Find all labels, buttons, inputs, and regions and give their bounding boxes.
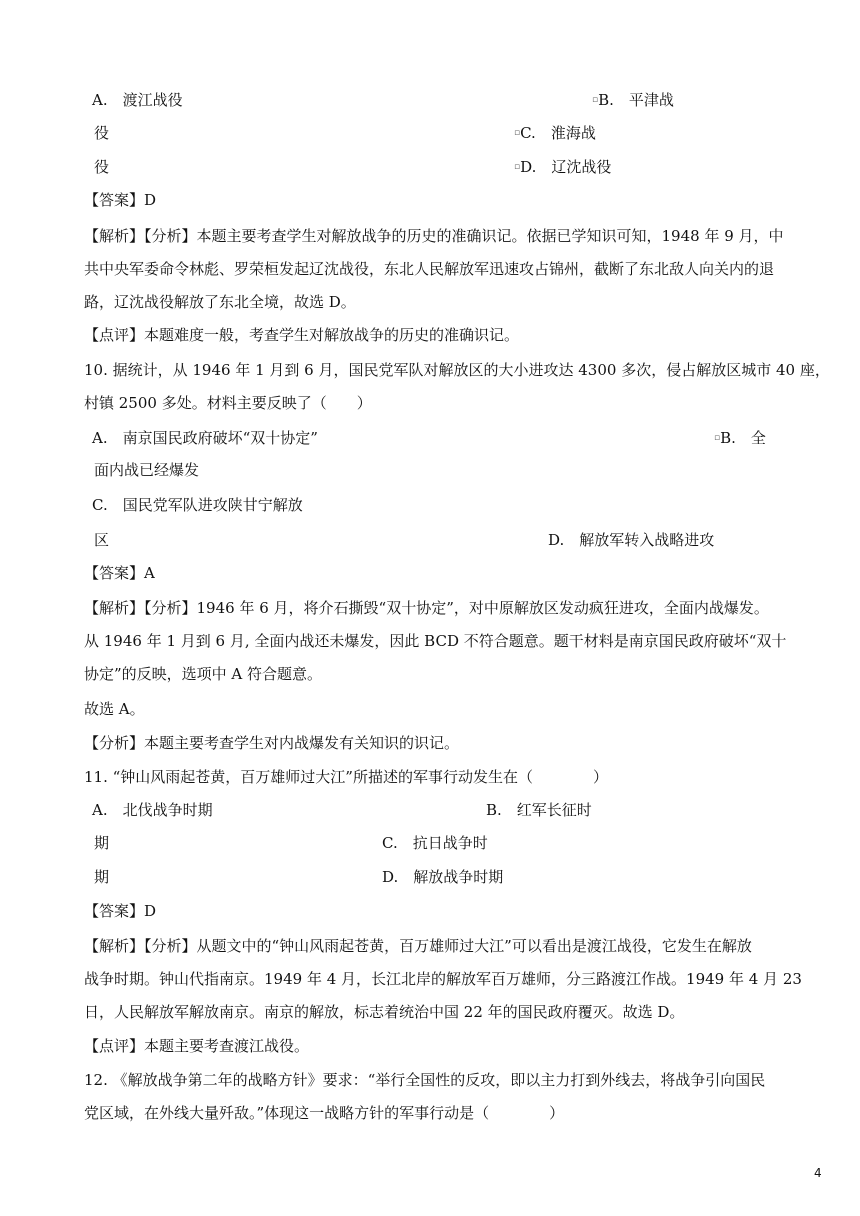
q11-option-b: B. 红军长征时 xyxy=(486,801,592,819)
q10-option-b: ▫B. 全 xyxy=(714,429,766,447)
q10-stem-line-2: 村镇 2500 多处。材料主要反映了（ ） xyxy=(84,394,372,412)
q10-stem-line-1: 10. 据统计，从 1946 年 1 月到 6 月，国民党军队对解放区的大小进攻达 4300 多次，侵占解放区城市 40 座， xyxy=(84,361,830,379)
q10-option-a: A. 南京国民政府破坏“双十协定” xyxy=(92,429,318,447)
q9-analysis-line-3: 路，辽沈战役解放了东北全境，故选 D。 xyxy=(84,293,356,311)
q11-analysis-line-1: 【解析】【分析】从题文中的“钟山风雨起苍黄，百万雄师过大江”可以看出是渡江战役，它发生在解放 xyxy=(84,937,752,955)
q10-comment: 【分析】本题主要考查学生对内战爆发有关知识的识记。 xyxy=(84,734,460,752)
q10-option-b-text: B. 全 xyxy=(720,429,766,447)
q9-option-d: ▫D. 辽沈战役 xyxy=(514,158,612,176)
q9-option-c-text: C. 淮海战 xyxy=(520,124,596,142)
q9-analysis-line-1: 【解析】【分析】本题主要考查学生对解放战争的历史的准确识记。依据已学知识可知，1948 年 9 月，中 xyxy=(84,227,784,245)
q10-conclusion: 故选 A。 xyxy=(84,700,145,718)
q10-option-b-continuation: 面内战已经爆发 xyxy=(94,461,200,479)
q9-option-b: ▫B. 平津战 xyxy=(592,91,674,109)
q11-answer: 【答案】D xyxy=(84,902,157,920)
q9-option-b-continuation: 役 xyxy=(94,124,110,142)
q11-stem: 11. “钟山风雨起苍黄，百万雄师过大江”所描述的军事行动发生在（ ） xyxy=(84,768,608,786)
q11-comment: 【点评】本题主要考查渡江战役。 xyxy=(84,1037,310,1055)
q10-option-c-continuation: 区 xyxy=(94,531,110,549)
q9-option-d-text: D. 辽沈战役 xyxy=(520,158,612,176)
q12-stem-line-1: 12. 《解放战争第二年的战略方针》要求：“举行全国性的反攻，即以主力打到外线去，将战争引向国民 xyxy=(84,1071,766,1089)
q10-answer: 【答案】A xyxy=(84,564,155,582)
q11-analysis-line-2: 战争时期。钟山代指南京。1949 年 4 月，长江北岸的解放军百万雄师，分三路渡江作战。1949 年 4 月 23 xyxy=(84,970,802,988)
q12-stem-line-2: 党区域，在外线大量歼敌。”体现这一战略方针的军事行动是（ ） xyxy=(84,1104,565,1122)
q10-analysis-line-3: 协定”的反映，选项中 A 符合题意。 xyxy=(84,665,323,683)
q11-analysis-line-3: 日，人民解放军解放南京。南京的解放，标志着统治中国 22 年的国民政府覆灭。故选 D。 xyxy=(84,1003,685,1021)
q11-option-b-continuation: 期 xyxy=(94,834,110,852)
q11-option-c: C. 抗日战争时 xyxy=(382,834,488,852)
q11-option-d: D. 解放战争时期 xyxy=(382,868,504,886)
q11-option-a: A. 北伐战争时期 xyxy=(92,801,213,819)
q11-option-c-continuation: 期 xyxy=(94,868,110,886)
q9-option-c-continuation: 役 xyxy=(94,158,110,176)
q9-option-a: A. 渡江战役 xyxy=(92,91,183,109)
q10-analysis-line-2: 从 1946 年 1 月到 6 月, 全面内战还未爆发，因此 BCD 不符合题意。题干材料是南京国民政府破坏“双十 xyxy=(84,632,787,650)
q9-analysis-line-2: 共中央军委命令林彪、罗荣桓发起辽沈战役，东北人民解放军迅速攻占锦州，截断了东北敌人向关内的退 xyxy=(84,260,775,278)
q9-comment: 【点评】本题难度一般，考查学生对解放战争的历史的准确识记。 xyxy=(84,326,520,344)
q10-option-d: D. 解放军转入战略进攻 xyxy=(548,531,715,549)
q10-option-c: C. 国民党军队进攻陕甘宁解放 xyxy=(92,496,303,514)
q9-option-c: ▫C. 淮海战 xyxy=(514,124,596,142)
q10-analysis-line-1: 【解析】【分析】1946 年 6 月，将介石撕毁“双十协定”，对中原解放区发动疯狂进攻，全面内战爆发。 xyxy=(84,599,769,617)
q9-answer: 【答案】D xyxy=(84,191,157,209)
q9-option-b-text: B. 平津战 xyxy=(598,91,674,109)
page-number: 4 xyxy=(814,1166,822,1180)
